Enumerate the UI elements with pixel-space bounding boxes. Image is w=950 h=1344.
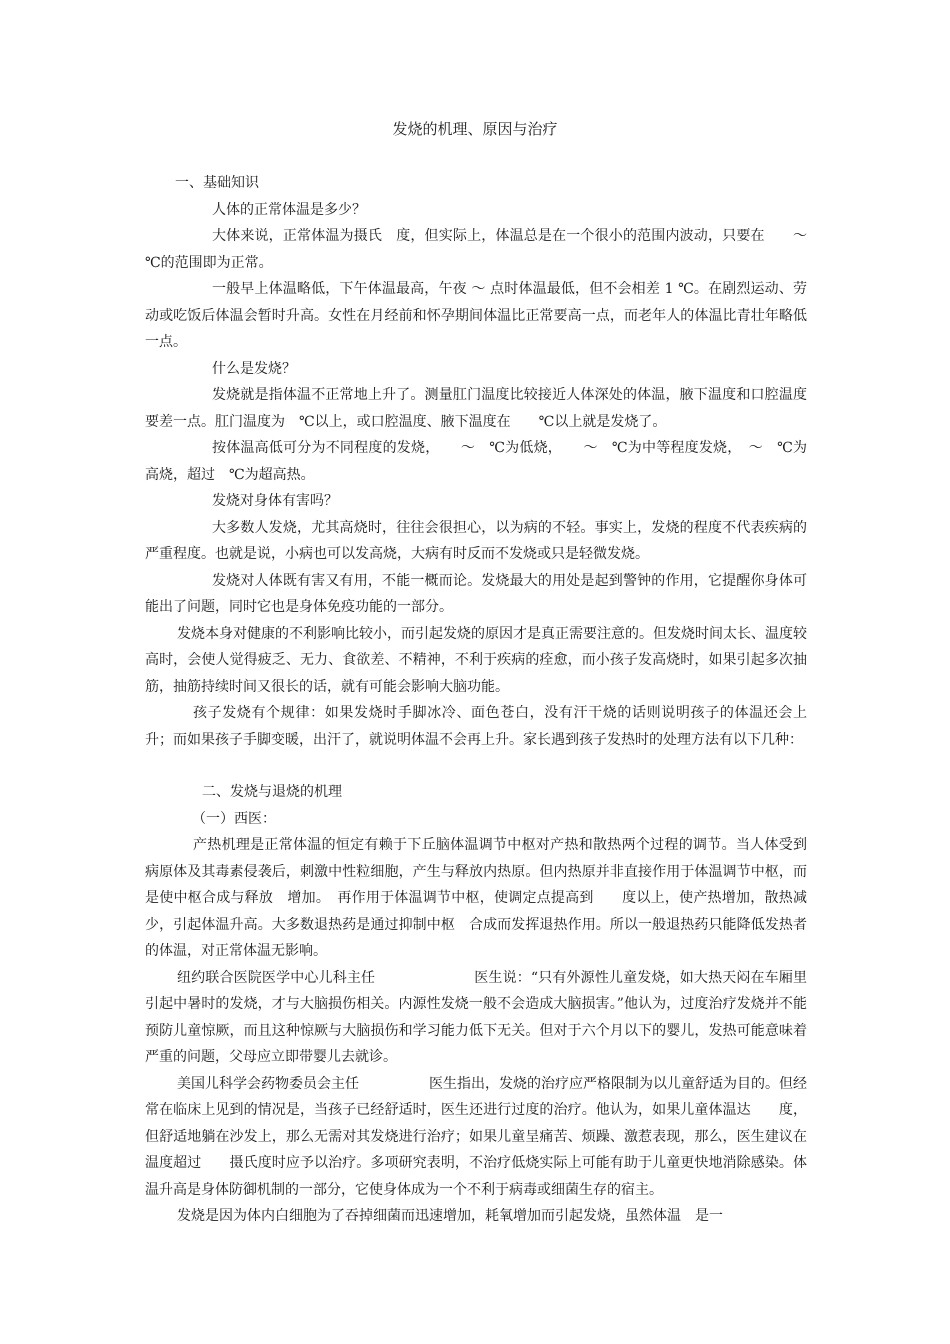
document-body xyxy=(145,170,835,1230)
section-heading-mechanism: 二、发烧与退烧的机理 xyxy=(202,784,342,800)
document-title: 发烧的机理、原因与治疗 xyxy=(392,120,558,138)
paragraph: 发烧本身对健康的不利影响比较小，而引起发烧的原因才是真正需要注意的。但发烧时间太长、温度较高时，会使人觉得疲乏、无力、食欲差、不精神，不利于疾病的痊愈，而小孩子发高烧时，如果引起多次抽筋，抽筋持续时间又很长的话，就有可能会影响大脑功能。 xyxy=(145,625,807,695)
paragraph: 产热机理是正常体温的恒定有赖于下丘脑体温调节中枢对产热和散热两个过程的调节。当人体受到病原体及其毒素侵袭后，刺激中性粒细胞，产生与释放内热原。但内热原并非直接作用于体温调节中枢，而是使中枢合成与释放 增加。 再作用于体温调节中枢，使调定点提高到 度以上，使产热增加，散热减少，引起体温升高。大多数退热药是通过抑制中枢 合成而发挥退热作用。所以一般退热药只能降低发热者的体温，对正常体温无影响。 xyxy=(145,837,807,959)
subsection-heading-western-medicine: （一）西医： xyxy=(192,810,276,827)
paragraph: 美国儿科学会药物委员会主任 医生指出，发烧的治疗应严格限制为以儿童舒适为目的。但经常在临床上见到的情况是，当孩子已经舒适时，医生还进行过度的治疗。他认为，如果儿童体温达 度，但舒适地躺在沙发上，那么无需对其发烧进行治疗；如果儿童呈痛苦、烦躁、激惹表现，那么，医生建议在温度超过 摄氏度时应予以治疗。多项研究表明，不治疗低烧实际上可能有助于儿童更快地消除感染。体温升高是身体防御机制的一部分，它使身体成为一个不利于病毒或细菌生存的宿主。 xyxy=(145,1075,807,1198)
question-what-is-fever: 什么是发烧？ xyxy=(212,360,296,377)
section-heading-basics: 一、基础知识 xyxy=(175,175,259,191)
paragraph: 大体来说，正常体温为摄氏 度，但实际上，体温总是在一个很小的范围内波动，只要在 ～ ℃的范围即为正常。 xyxy=(145,228,835,271)
question-is-fever-harmful: 发烧对身体有害吗？ xyxy=(212,493,338,509)
paragraph: 发烧就是指体温不正常地上升了。测量肛门温度比较接近人体深处的体温，腋下温度和口腔温度要差一点。肛门温度为 ℃以上，或口腔温度、腋下温度在 ℃以上就是发烧了。 xyxy=(145,387,807,430)
paragraph: 发烧是因为体内白细胞为了吞掉细菌而迅速增加，耗氧增加而引起发烧，虽然体温 是一 xyxy=(177,1208,723,1224)
question-normal-temperature: 人体的正常体温是多少？ xyxy=(212,201,366,218)
paragraph: 孩子发烧有个规律：如果发烧时手脚冰冷、面色苍白，没有汗干烧的话则说明孩子的体温还会上升；而如果孩子手脚变暖，出汗了，就说明体温不会再上升。家长遇到孩子发热时的处理方法有以下几种： xyxy=(145,705,807,748)
paragraph: 发烧对人体既有害又有用，不能一概而论。发烧最大的用处是起到警钟的作用，它提醒你身体可能出了问题，同时它也是身体免疫功能的一部分。 xyxy=(145,572,807,615)
paragraph: 按体温高低可分为不同程度的发烧， ～ ℃为低烧， ～ ℃为中等程度发烧， ～ ℃为高烧，超过 ℃为超高热。 xyxy=(145,440,807,483)
paragraph: 一般早上体温略低，下午体温最高，午夜 ～ 点时体温最低，但不会相差 1 ℃。在剧烈运动、劳动或吃饭后体温会暂时升高。女性在月经前和怀孕期间体温比正常要高一点，而老年人的体温比青壮年略低一点。 xyxy=(145,281,807,350)
paragraph: 大多数人发烧，尤其高烧时，往往会很担心，以为病的不轻。事实上，发烧的程度不代表疾病的严重程度。也就是说，小病也可以发高烧，大病有时反而不发烧或只是轻微发烧。 xyxy=(145,519,807,562)
paragraph: 纽约联合医院医学中心儿科主任 医生说：“只有外源性儿童发烧，如大热天闷在车厢里引起中暑时的发烧，才与大脑损伤相关。内源性发烧一般不会造成大脑损害。”他认为，过度治疗发烧并不能预防儿童惊厥，而且这种惊厥与大脑损伤和学习能力低下无关。但对于六个月以下的婴儿，发热可能意味着严重的问题，父母应立即带婴儿去就诊。 xyxy=(145,969,807,1065)
